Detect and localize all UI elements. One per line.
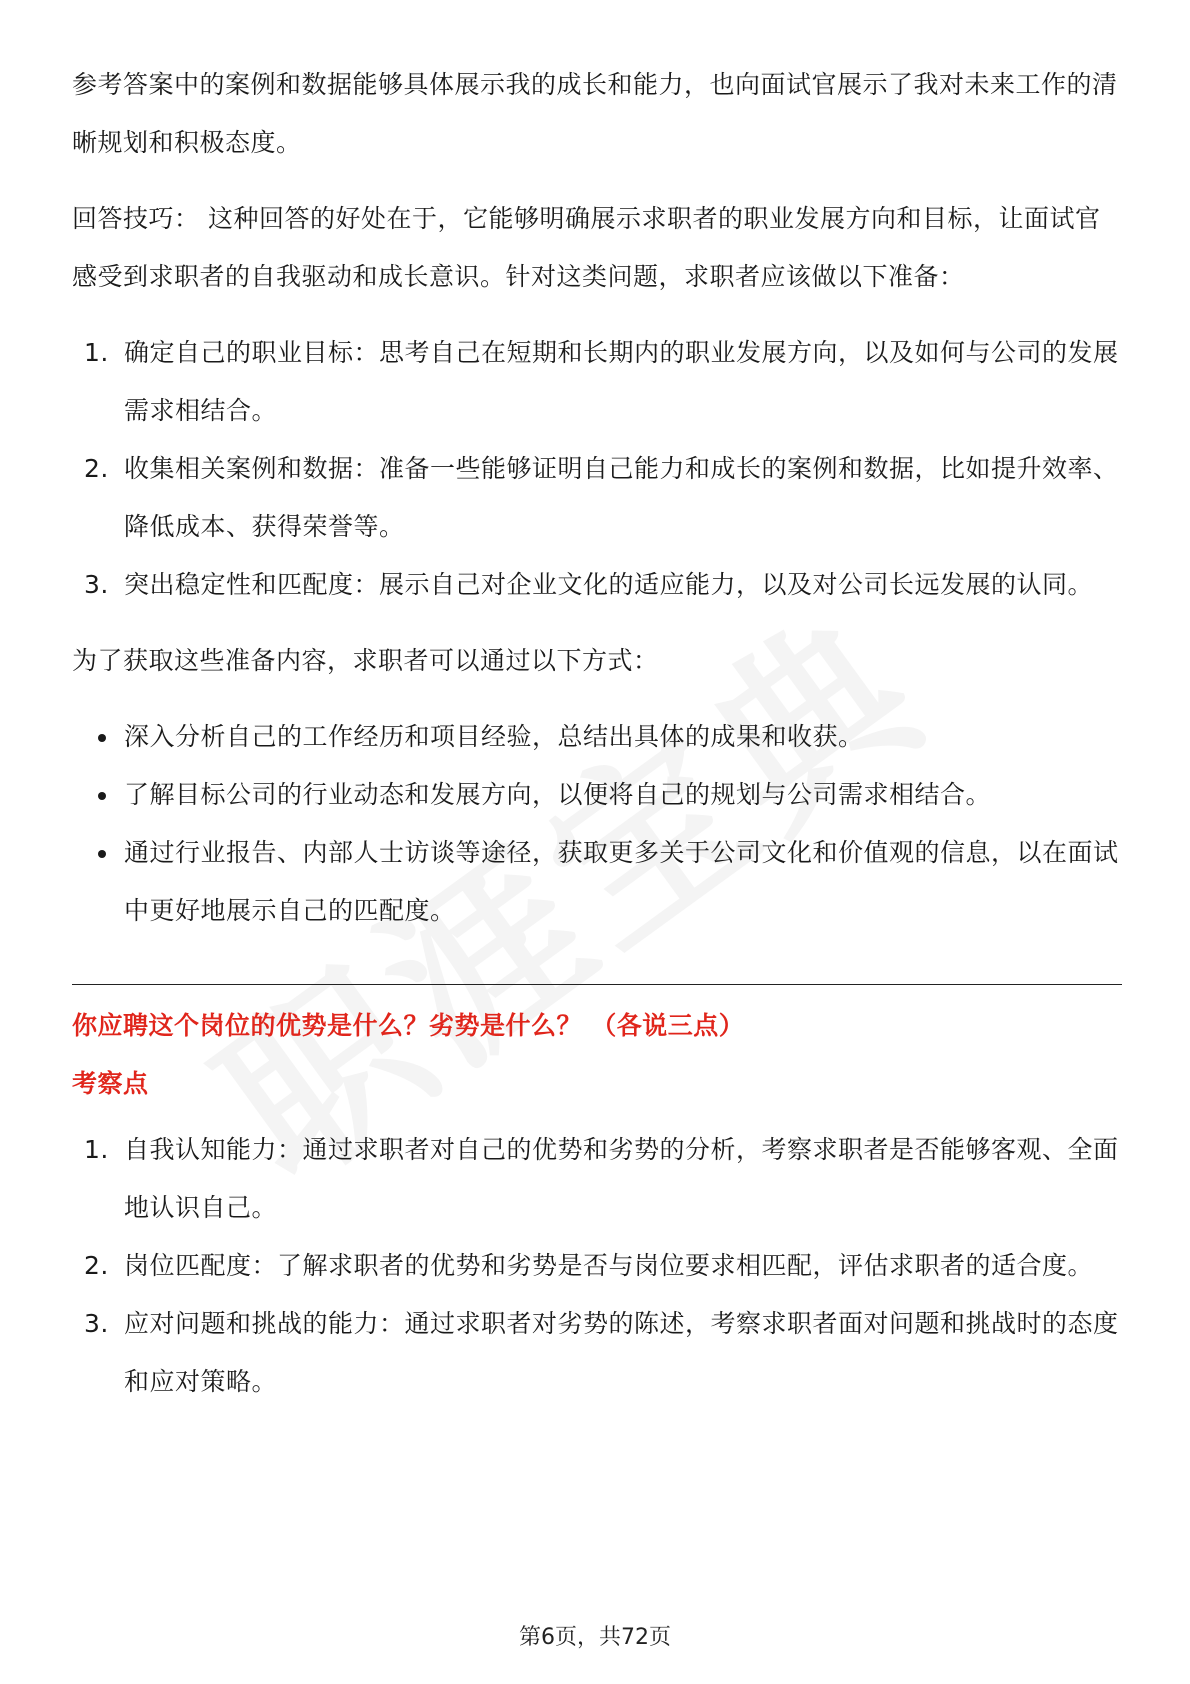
focus-list bbox=[72, 1121, 1122, 1411]
list-item-text: 确定自己的职业目标：思考自己在短期和长期内的职业发展方向，以及如何与公司的发展需求相结合。 bbox=[124, 338, 1119, 425]
list-item-text: 岗位匹配度：了解求职者的优势和劣势是否与岗位要求相匹配，评估求职者的适合度。 bbox=[124, 1251, 1094, 1280]
list-item-text: 收集相关案例和数据：准备一些能够证明自己能力和成长的案例和数据，比如提升效率、降低成本、获得荣誉等。 bbox=[124, 454, 1119, 541]
bullet-icon bbox=[98, 734, 106, 742]
bullet-icon bbox=[98, 850, 106, 858]
list-number: 1. bbox=[84, 338, 109, 367]
methods-intro: 为了获取这些准备内容，求职者可以通过以下方式： bbox=[72, 646, 659, 675]
list-number: 2. bbox=[84, 454, 109, 483]
page-footer: 第6页，共72页 bbox=[519, 1625, 671, 1650]
list-number: 2. bbox=[84, 1251, 109, 1280]
intro-paragraph: 参考答案中的案例和数据能够具体展示我的成长和能力，也向面试官展示了我对未来工作的清晰规划和积极态度。 bbox=[72, 70, 1118, 157]
list-item bbox=[72, 1237, 1122, 1295]
list-item bbox=[72, 708, 1122, 766]
list-number: 3. bbox=[84, 570, 109, 599]
methods-list bbox=[72, 708, 1122, 940]
list-item bbox=[72, 766, 1122, 824]
prep-list bbox=[72, 324, 1122, 614]
list-number: 3. bbox=[84, 1309, 109, 1338]
list-item-text: 自我认知能力：通过求职者对自己的优势和劣势的分析，考察求职者是否能够客观、全面地认识自己。 bbox=[124, 1135, 1119, 1222]
document-page bbox=[72, 56, 1122, 1411]
list-item-text: 了解目标公司的行业动态和发展方向，以便将自己的规划与公司需求相结合。 bbox=[124, 780, 992, 809]
list-item-text: 突出稳定性和匹配度：展示自己对企业文化的适应能力，以及对公司长远发展的认同。 bbox=[124, 570, 1094, 599]
list-item bbox=[72, 324, 1122, 440]
list-number: 1. bbox=[84, 1135, 109, 1164]
list-item-text: 深入分析自己的工作经历和项目经验，总结出具体的成果和收获。 bbox=[124, 722, 864, 751]
question-title: 你应聘这个岗位的优势是什么？劣势是什么？ （各说三点） bbox=[72, 1011, 745, 1040]
list-item bbox=[72, 1295, 1122, 1411]
prep-list-block bbox=[72, 324, 1122, 614]
focus-heading: 考察点 bbox=[72, 1069, 149, 1098]
list-item-text: 通过行业报告、内部人士访谈等途径，获取更多关于公司文化和价值观的信息，以在面试中更好地展示自己的匹配度。 bbox=[124, 838, 1119, 925]
list-item bbox=[72, 440, 1122, 556]
methods-list-block bbox=[72, 708, 1122, 940]
section-divider bbox=[72, 984, 1122, 985]
tips-paragraph: 回答技巧： 这种回答的好处在于，它能够明确展示求职者的职业发展方向和目标，让面试官感受到求职者的自我驱动和成长意识。针对这类问题，求职者应该做以下准备： bbox=[72, 204, 1101, 291]
list-item-text: 应对问题和挑战的能力：通过求职者对劣势的陈述，考察求职者面对问题和挑战时的态度和应对策略。 bbox=[124, 1309, 1119, 1396]
bullet-icon bbox=[98, 792, 106, 800]
list-item bbox=[72, 1121, 1122, 1237]
list-item bbox=[72, 824, 1122, 940]
list-item bbox=[72, 556, 1122, 614]
